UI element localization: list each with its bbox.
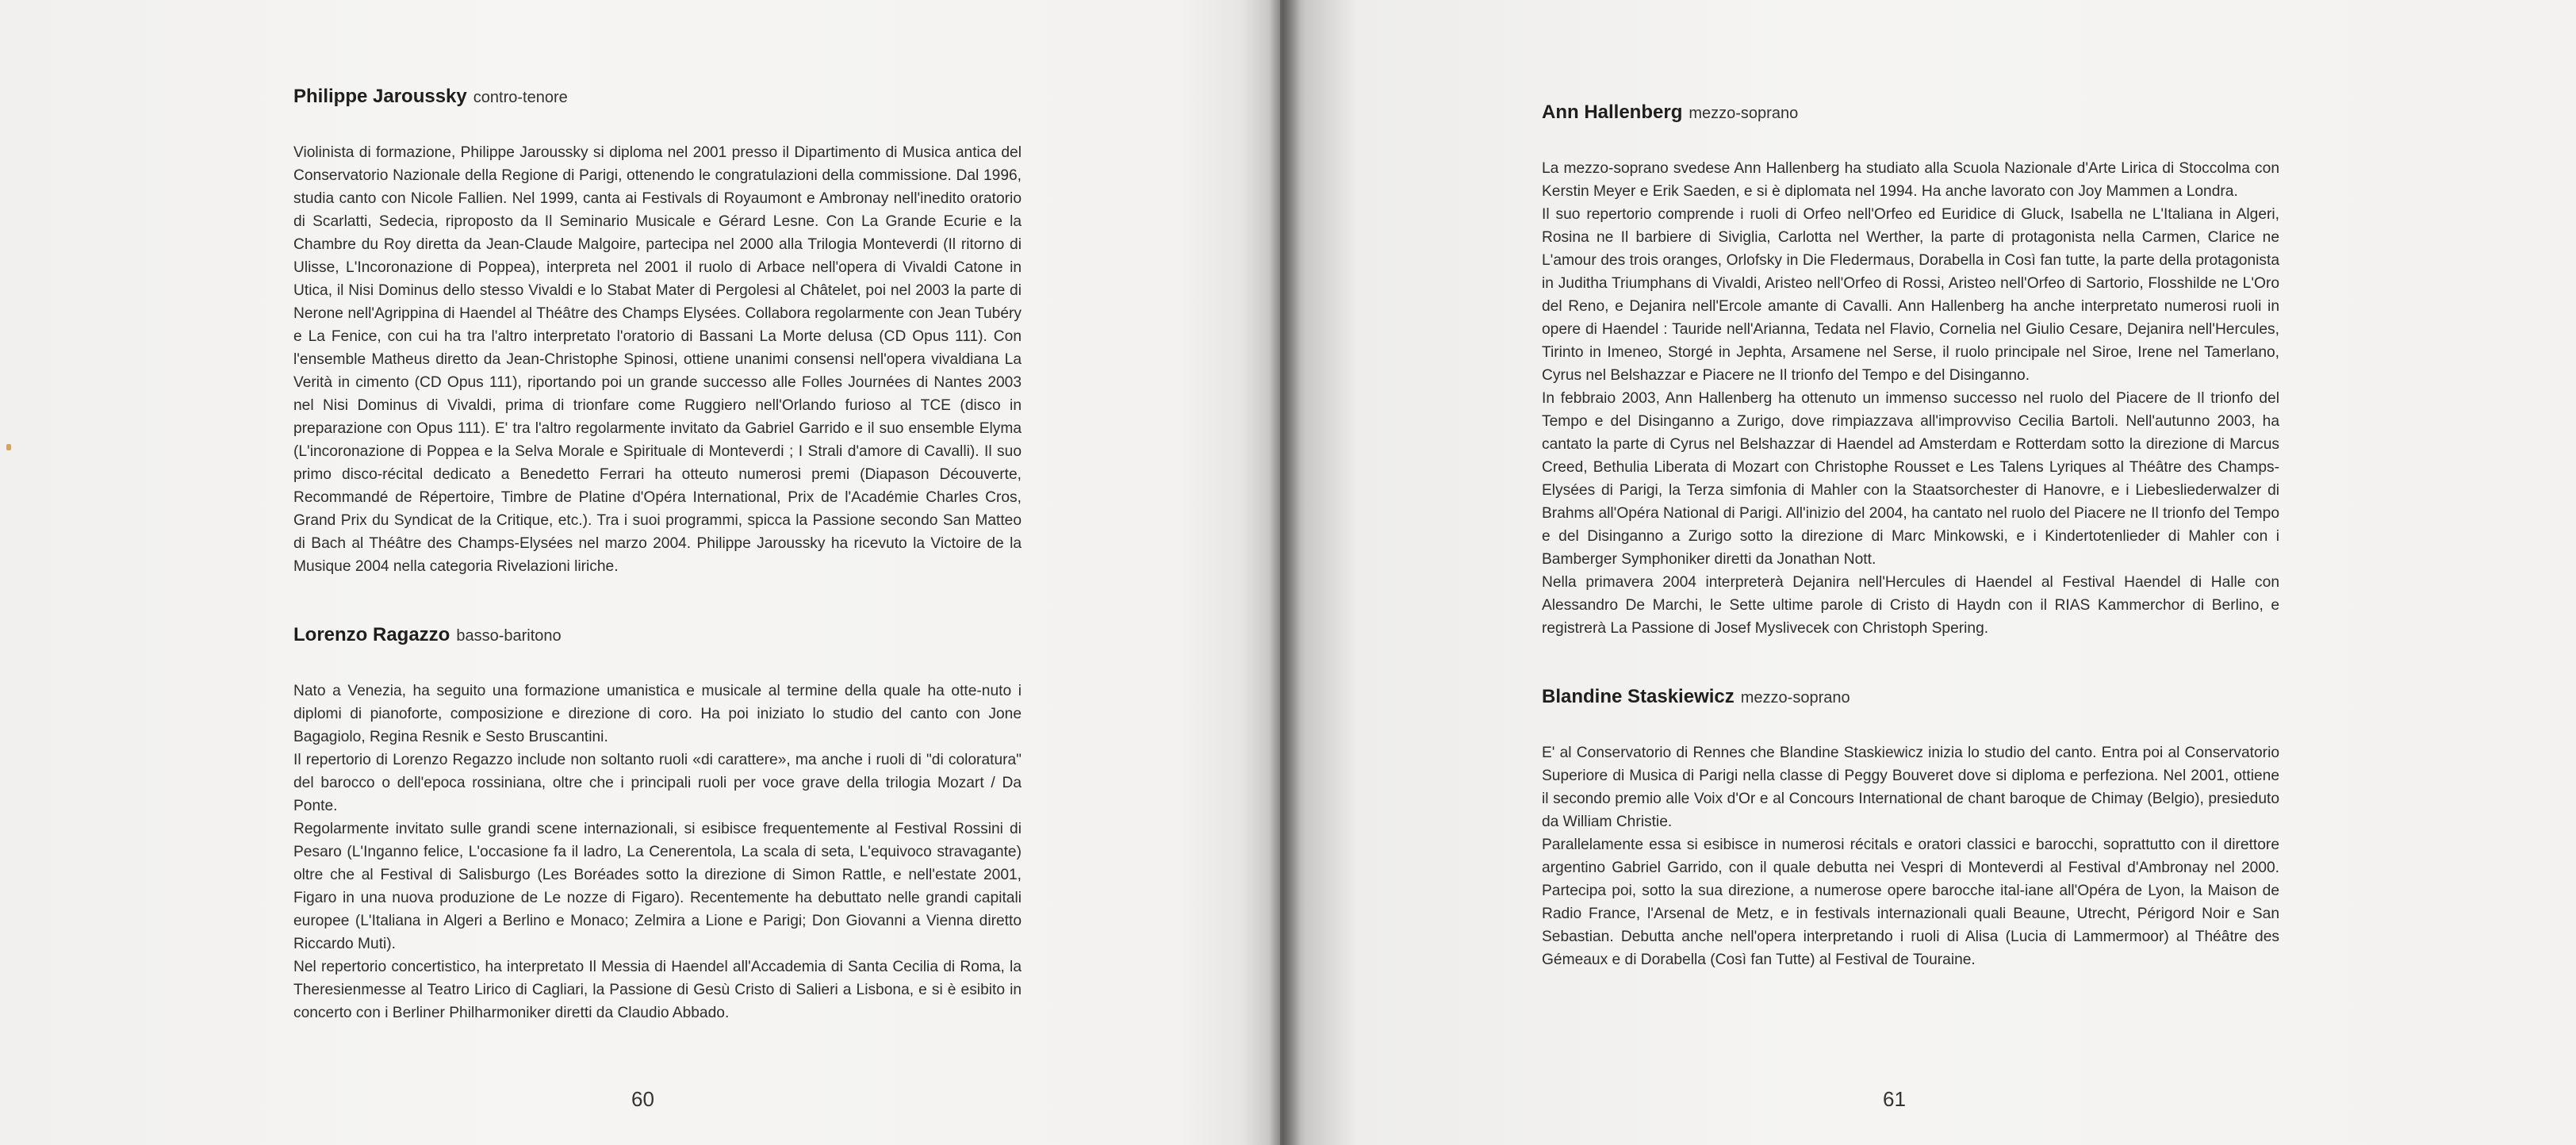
left-column xyxy=(293,86,1022,1024)
voice-type: contro-tenore xyxy=(473,89,568,106)
bio-paragraph: La mezzo-soprano svedese Ann Hallenberg ha studiato alla Scuola Nazionale d'Arte Lirica di Stoccolma con Kerstin Meyer e Erik Saeden, e si è diplomata nel 1994. Ha anche lavorato con Joy Mammen a Londra. xyxy=(1542,160,2279,200)
left-page xyxy=(0,0,1280,1145)
bio-section-hallenberg xyxy=(1542,101,2279,640)
right-page xyxy=(1280,0,2576,1145)
bio-paragraph: Il suo repertorio comprende i ruoli di Orfeo nell'Orfeo ed Euridice di Gluck, Isabella ne L'Italiana in Algeri, Rosina ne Il barbiere di Siviglia, Carlotta nel Werther, la parte di protagonista nella Carmen, Clarice ne L'amour des trois oranges, Orlofsky in Die Fledermaus, Dorabella in Così fan tutte, la parte della protagonista in Juditha Triumphans di Vivaldi, Aristeo nell'Orfeo di Rossi, Aristeo nell'Orfeo di Sartorio, Flosshilde ne L'Oro del Reno, e Dejanira nell'Ercole amante di Cavalli. Ann Hallenberg ha anche interpretato numerosi ruoli in opere di Haendel : Tauride nell'Arianna, Tedata nel Flavio, Cornelia nel Giulio Cesare, Dejanira nell'Hercules, Tirinto in Imeneo, Storgé in Jephta, Arsamene nel Serse, il ruolo principale nel Siroe, Irene nel Tamerlano, Cyrus nel Belshazzar e Piacere ne Il trionfo del Tempo e del Disinganno. xyxy=(1542,206,2279,384)
artist-name: Ann Hallenberg xyxy=(1542,101,1683,123)
voice-type: mezzo-soprano xyxy=(1740,689,1850,707)
bio-paragraph: Nato a Venezia, ha seguito una formazione umanistica e musicale al termine della quale ha otte-nuto i diplomi di pianoforte, composizione e direzione di coro. Ha poi iniziato lo studio del canto con Jone Bagagiolo, Regina Resnik e Sesto Bruscantini. xyxy=(293,683,1022,745)
bio-heading xyxy=(293,624,1022,646)
bio-paragraph: Violinista di formazione, Philippe Jaroussky si diploma nel 2001 presso il Dipartimento di Musica antica del Conservatorio Nazionale della Regione di Parigi, ottenendo le congratulazioni della commissione. Dal 1996, studia canto con Nicole Fallien. Nel 1999, canta ai Festivals di Royaumont e Ambronay nell'inedito oratorio di Scarlatti, Sedecia, riproposto da Il Seminario Musicale e Gérard Lesne. Con La Grande Ecurie e la Chambre du Roy diretta da Jean-Claude Malgoire, partecipa nel 2000 alla Trilogia Monteverdi (Il ritorno di Ulisse, L'Incoronazione di Poppea), interpreta nel 2001 il ruolo di Arbace nell'opera di Vivaldi Catone in Utica, il Nisi Dominus dello stesso Vivaldi e lo Stabat Mater di Pergolesi al Châtelet, poi nel 2003 la parte di Nerone nell'Agrippina di Haendel al Théâtre des Champs Elysées. Collabora regolarmente con Jean Tubéry e La Fenice, con cui ha tra l'altro interpretato l'oratorio di Bassani La Morte delusa (CD Opus 111). Con l'ensemble Matheus diretto da Jean-Christophe Spinosi, ottiene unanimi consensi nell'opera vivaldiana La Verità in cimento (CD Opus 111), riportando poi un grande successo alle Folles Journées di Nantes 2003 nel Nisi Dominus di Vivaldi, prima di trionfare come Ruggiero nell'Orlando furioso al TCE (disco in preparazione con Opus 111). E' tra l'altro regolarmente invitato da Gabriel Garrido e il suo ensemble Elyma (L'incoronazione di Poppea e la Selva Morale e Spirituale di Monteverdi ; I Strali d'amore di Cavalli). Il suo primo disco-récital dedicato a Benedetto Ferrari ha otteuto numerosi premi (Diapason Découverte, Recommandé de Répertoire, Timbre de Platine d'Opéra International, Prix de l'Académie Charles Cros, Grand Prix du Syndicat de la Critique, etc.). Tra i suoi programmi, spicca la Passione secondo San Matteo di Bach al Théâtre des Champs-Elysées nel marzo 2004. Philippe Jaroussky ha ricevuto la Victoire de la Musique 2004 nella categoria Rivelazioni liriche. xyxy=(293,144,1022,575)
book-gutter xyxy=(1269,0,1301,1145)
bio-heading xyxy=(293,86,1022,108)
bio-paragraph: E' al Conservatorio di Rennes che Blandine Staskiewicz inizia lo studio del canto. Entra poi al Conservatorio Superiore di Musica di Parigi nella classe di Peggy Bouveret dove si diploma e perfeziona. Nel 2001, ottiene il secondo premio alle Voix d'Or e al Concours International de chant baroque de Chimay (Belgio), presieduto da William Christie. xyxy=(1542,745,2279,830)
section-spacer xyxy=(1542,640,2279,686)
artist-name: Blandine Staskiewicz xyxy=(1542,686,1735,707)
page-number: 61 xyxy=(1883,1087,1906,1111)
bio-paragraph: Parallelamente essa si esibisce in numerosi récitals e oratori classici e barocchi, soprattutto con il direttore argentino Gabriel Garrido, con il quale debutta nei Vespri di Monteverdi al Festival d'Ambronay nel 2000. Partecipa poi, sotto la sua direzione, a numerose opere barocche ital-iane all'Opéra de Lyon, la Maison de Radio France, l'Arsenal de Metz, e in festivals internazionali quali Beaune, Utrecht, Périgord Noir e San Sebastian. Debutta anche nell'opera interpretando i ruoli di Alisa (Lucia di Lammermoor) al Théâtre des Gémeaux e di Dorabella (Così fan Tutte) al Festival de Touraine. xyxy=(1542,837,2279,968)
page-mark xyxy=(6,444,11,450)
bio-paragraph: Nel repertorio concertistico, ha interpretato Il Messia di Haendel all'Accademia di Santa Cecilia di Roma, la Theresienmesse al Teatro Lirico di Cagliari, la Passione di Gesù Cristo di Salieri a Lisbona, e si è esibito in concerto con i Berliner Philharmoniker diretti da Claudio Abbado. xyxy=(293,959,1022,1021)
bio-section-jaroussky xyxy=(293,86,1022,578)
section-spacer xyxy=(293,578,1022,624)
right-column xyxy=(1542,101,2279,971)
bio-section-ragazzo xyxy=(293,624,1022,1024)
bio-paragraph: Nella primavera 2004 interpreterà Dejanira nell'Hercules di Haendel al Festival Haendel di Halle con Alessandro De Marchi, le Sette ultime parole di Cristo di Haydn con il RIAS Kammerchor di Berlino, e registrerà La Passione di Josef Myslivecek con Christoph Spering. xyxy=(1542,574,2279,637)
bio-paragraph: Regolarmente invitato sulle grandi scene internazionali, si esibisce frequentemente al Festival Rossini di Pesaro (L'Inganno felice, L'occasione fa il ladro, La Cenerentola, La scala di seta, L'equivoco stravagante) oltre che al Festival di Salisburgo (Les Boréades sotto la direzione di Simon Rattle, e nell'estate 2001, Figaro in una nuova produzione de Le nozze di Figaro). Recentemente ha debuttato nelle grandi capitali europee (L'Italiana in Algeri a Berlino e Monaco; Zelmira a Lione e Parigi; Don Giovanni a Vienna diretto Riccardo Muti). xyxy=(293,821,1022,952)
bio-heading xyxy=(1542,101,2279,124)
bio-paragraph: Il repertorio di Lorenzo Regazzo include non soltanto ruoli «di carattere», ma anche i ruoli di "di coloratura" del barocco o dell'epoca rossiniana, oltre che i principali ruoli per voce grave della trilogia Mozart / Da Ponte. xyxy=(293,752,1022,814)
page-number: 60 xyxy=(631,1087,654,1111)
bio-paragraph: In febbraio 2003, Ann Hallenberg ha ottenuto un immenso successo nel ruolo del Piacere de Il trionfo del Tempo e del Disinganno a Zurigo, dove rimpiazzava all'improvviso Cecilia Bartoli. Nell'autunno 2003, ha cantato la parte di Cyrus nel Belshazzar di Haendel ad Amsterdam e Rotterdam sotto la direzione di Marcus Creed, Bethulia Liberata di Mozart con Christophe Rousset e Les Talens Lyriques al Théâtre des Champs-Elysées di Parigi, la Terza simfonia di Mahler con la Staatsorchester di Hanovre, e i Liebesliederwalzer di Brahms all'Opéra National di Parigi. All'inizio del 2004, ha cantato nel ruolo del Piacere ne Il trionfo del Tempo e del Disinganno a Zurigo sotto la direzione di Marc Minkowski, e i Kindertotenlieder di Mahler con i Bamberger Symphoniker diretti da Jonathan Nott. xyxy=(1542,390,2279,568)
voice-type: basso-baritono xyxy=(456,627,562,645)
artist-name: Philippe Jaroussky xyxy=(293,86,467,107)
voice-type: mezzo-soprano xyxy=(1689,105,1799,122)
artist-name: Lorenzo Ragazzo xyxy=(293,624,450,645)
bio-section-staskiewicz xyxy=(1542,686,2279,971)
bio-heading xyxy=(1542,686,2279,708)
